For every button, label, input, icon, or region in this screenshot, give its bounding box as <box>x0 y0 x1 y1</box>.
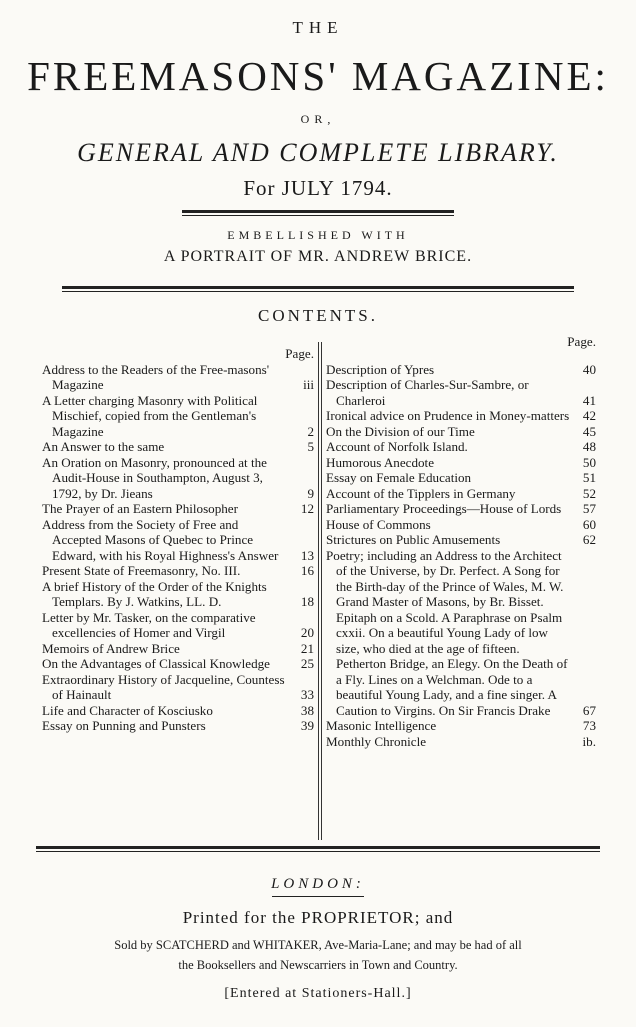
entry-title: Present State of Freemasonry, No. III. <box>42 563 241 578</box>
issue-date: For JULY 1794. <box>243 176 393 200</box>
contents-entry <box>42 703 316 719</box>
contents-entry <box>326 470 598 486</box>
masthead-the: THE <box>292 18 344 37</box>
entry-title: An Answer to the same <box>42 439 165 454</box>
entry-page: 20 <box>300 625 314 640</box>
magazine-subtitle: GENERAL AND COMPLETE LIBRARY. <box>77 138 559 167</box>
contents-bottom-rule-thin <box>36 851 600 852</box>
entry-title: Parliamentary Proceedings—House of Lords <box>326 501 562 516</box>
entry-page: 45 <box>582 423 596 439</box>
contents-entry <box>326 532 598 548</box>
entry-title: Masonic Intelligence <box>326 718 437 733</box>
magazine-title: FREEMASONS' MAGAZINE: <box>27 53 609 99</box>
entry-title: On the Advantages of Classical Knowledge <box>42 656 270 671</box>
contents-entry <box>326 439 598 455</box>
entry-page: 51 <box>582 470 596 485</box>
contents-heading: CONTENTS. <box>257 306 379 325</box>
entry-title: Strictures on Public Amusements <box>326 532 501 547</box>
page-label: Page. <box>285 346 314 361</box>
entry-page: 21 <box>300 640 314 656</box>
entry-title: Extraordinary History of Jacqueline, Countess of Hainault <box>42 671 285 702</box>
entry-page: 2 <box>307 423 314 439</box>
entry-page: 50 <box>582 454 596 470</box>
contents-right-column <box>326 334 598 749</box>
page-label: Page. <box>567 334 596 349</box>
contents-left-column <box>42 346 316 734</box>
entry-page: 67 <box>582 702 596 718</box>
entry-page: 16 <box>300 563 314 578</box>
title-rule-thin <box>182 215 454 216</box>
contents-entry <box>42 393 316 440</box>
contents-entry <box>326 377 598 408</box>
entry-title: Address to the Readers of the Free-masons' Magazine <box>42 361 270 392</box>
entry-title: Memoirs of Andrew Brice <box>42 640 180 656</box>
entry-title: Letter by Mr. Tasker, on the comparative excellencies of Homer and Virgil <box>42 609 256 640</box>
entry-title: Poetry; including an Address to the Architect of the Universe, by Dr. Perfect. A Song for the Birth-day of the Prince of Wales, M. W. Grand Master of Masons, by Br. Bisset. Epitaph on a Scold. A Paraphrase on Psalm cxxii. On a beautiful Young Lady of low size, who died at the age of fifteen. Petherton Bridge, an Elegy. On the Death of a Fly. Lines on a Welchman. Ode to a beautiful Young Lady, and a fine singer. A Caution to Virgins. On Sir Francis Drake <box>326 547 568 718</box>
imprint-city: LONDON: <box>271 876 365 892</box>
sold-by: Sold by SCATCHERD and WHITAKER, Ave-Maria-Lane; and may be had of all <box>114 938 522 952</box>
entry-page: 41 <box>582 392 596 408</box>
entry-title: Essay on Female Education <box>326 470 472 485</box>
contents-bottom-rule <box>36 846 600 849</box>
entry-page: 38 <box>300 702 314 718</box>
entry-page: 48 <box>582 439 596 454</box>
entry-page: 33 <box>300 687 314 702</box>
entry-title: Account of Norfolk Island. <box>326 439 468 454</box>
entry-page: 60 <box>582 516 596 532</box>
entry-title: House of Commons <box>326 516 431 532</box>
contents-entry <box>42 455 316 502</box>
printed-for: Printed for the PROPRIETOR; and <box>182 908 454 927</box>
contents-entry <box>326 486 598 502</box>
contents-entry <box>42 362 316 393</box>
entry-title: Monthly Chronicle <box>326 733 427 749</box>
entry-title: A Letter charging Masonry with Political Mischief, copied from the Gentleman's Magazine <box>42 392 258 439</box>
contents-entry <box>42 439 316 455</box>
entry-page: 5 <box>307 439 314 454</box>
embellished-with: EMBELLISHED WITH <box>227 228 409 242</box>
contents-entry <box>42 501 316 517</box>
contents-entry <box>326 734 598 750</box>
contents-entry <box>326 501 598 517</box>
contents-entry <box>326 408 598 424</box>
contents-entry <box>326 718 598 734</box>
contents-entry <box>42 563 316 579</box>
portrait-line: A PORTRAIT OF MR. ANDREW BRICE. <box>163 248 473 265</box>
contents-top-rule <box>62 286 574 289</box>
entry-page: 73 <box>582 718 596 733</box>
contents-entry <box>326 548 598 719</box>
entry-title: On the Division of our Time <box>326 423 475 439</box>
contents-entry <box>326 362 598 378</box>
contents-entry <box>42 517 316 564</box>
entered-at-stationers-hall: [Entered at Stationers-Hall.] <box>224 986 412 1001</box>
entry-title: Humorous Anecdote <box>326 454 435 470</box>
entry-page: 52 <box>582 485 596 501</box>
entry-title: The Prayer of an Eastern Philosopher <box>42 501 238 516</box>
entry-page: 12 <box>300 501 314 516</box>
entry-title: An Oration on Masonry, pronounced at the Audit-House in Southampton, August 3, 1792, by Dr. Jieans <box>42 454 267 501</box>
title-or: OR, <box>300 112 336 126</box>
entry-page: 18 <box>300 594 314 609</box>
contents-entry <box>42 656 316 672</box>
contents-entry <box>42 579 316 610</box>
entry-title: Description of Charles-Sur-Sambre, or Charleroi <box>326 377 529 408</box>
column-divider <box>321 342 322 840</box>
entry-page: 25 <box>300 656 314 671</box>
title-rule <box>182 210 454 213</box>
entry-page: 40 <box>582 361 596 377</box>
contents-entry <box>326 455 598 471</box>
contents-entry <box>326 517 598 533</box>
entry-title: Account of the Tipplers in Germany <box>326 485 516 501</box>
entry-title: Essay on Punning and Punsters <box>42 718 206 733</box>
entry-title: Life and Character of Kosciusko <box>42 702 213 718</box>
contents-entry <box>42 610 316 641</box>
contents-entry <box>42 718 316 734</box>
entry-page: 39 <box>300 718 314 733</box>
column-divider <box>318 342 319 840</box>
london-underline <box>272 896 364 897</box>
entry-page: ib. <box>582 733 596 749</box>
entry-page: 62 <box>582 532 596 547</box>
entry-title: Description of Ypres <box>326 361 435 377</box>
entry-page: 42 <box>582 408 596 423</box>
entry-page: 13 <box>300 547 314 563</box>
contents-entry <box>42 641 316 657</box>
entry-title: A brief History of the Order of the Knights Templars. By J. Watkins, LL. D. <box>42 578 267 609</box>
contents-top-rule-thin <box>62 291 574 292</box>
entry-title: Address from the Society of Free and Accepted Masons of Quebec to Prince Edward, with his Royal Highness's Answer <box>42 516 279 563</box>
booksellers-line: the Booksellers and Newscarriers in Town and Country. <box>178 958 458 972</box>
contents-entry <box>42 672 316 703</box>
entry-page: 9 <box>307 485 314 501</box>
entry-title: Ironical advice on Prudence in Money-matters <box>326 408 570 423</box>
entry-page: iii <box>303 377 314 392</box>
entry-page: 57 <box>582 501 596 516</box>
contents-entry <box>326 424 598 440</box>
